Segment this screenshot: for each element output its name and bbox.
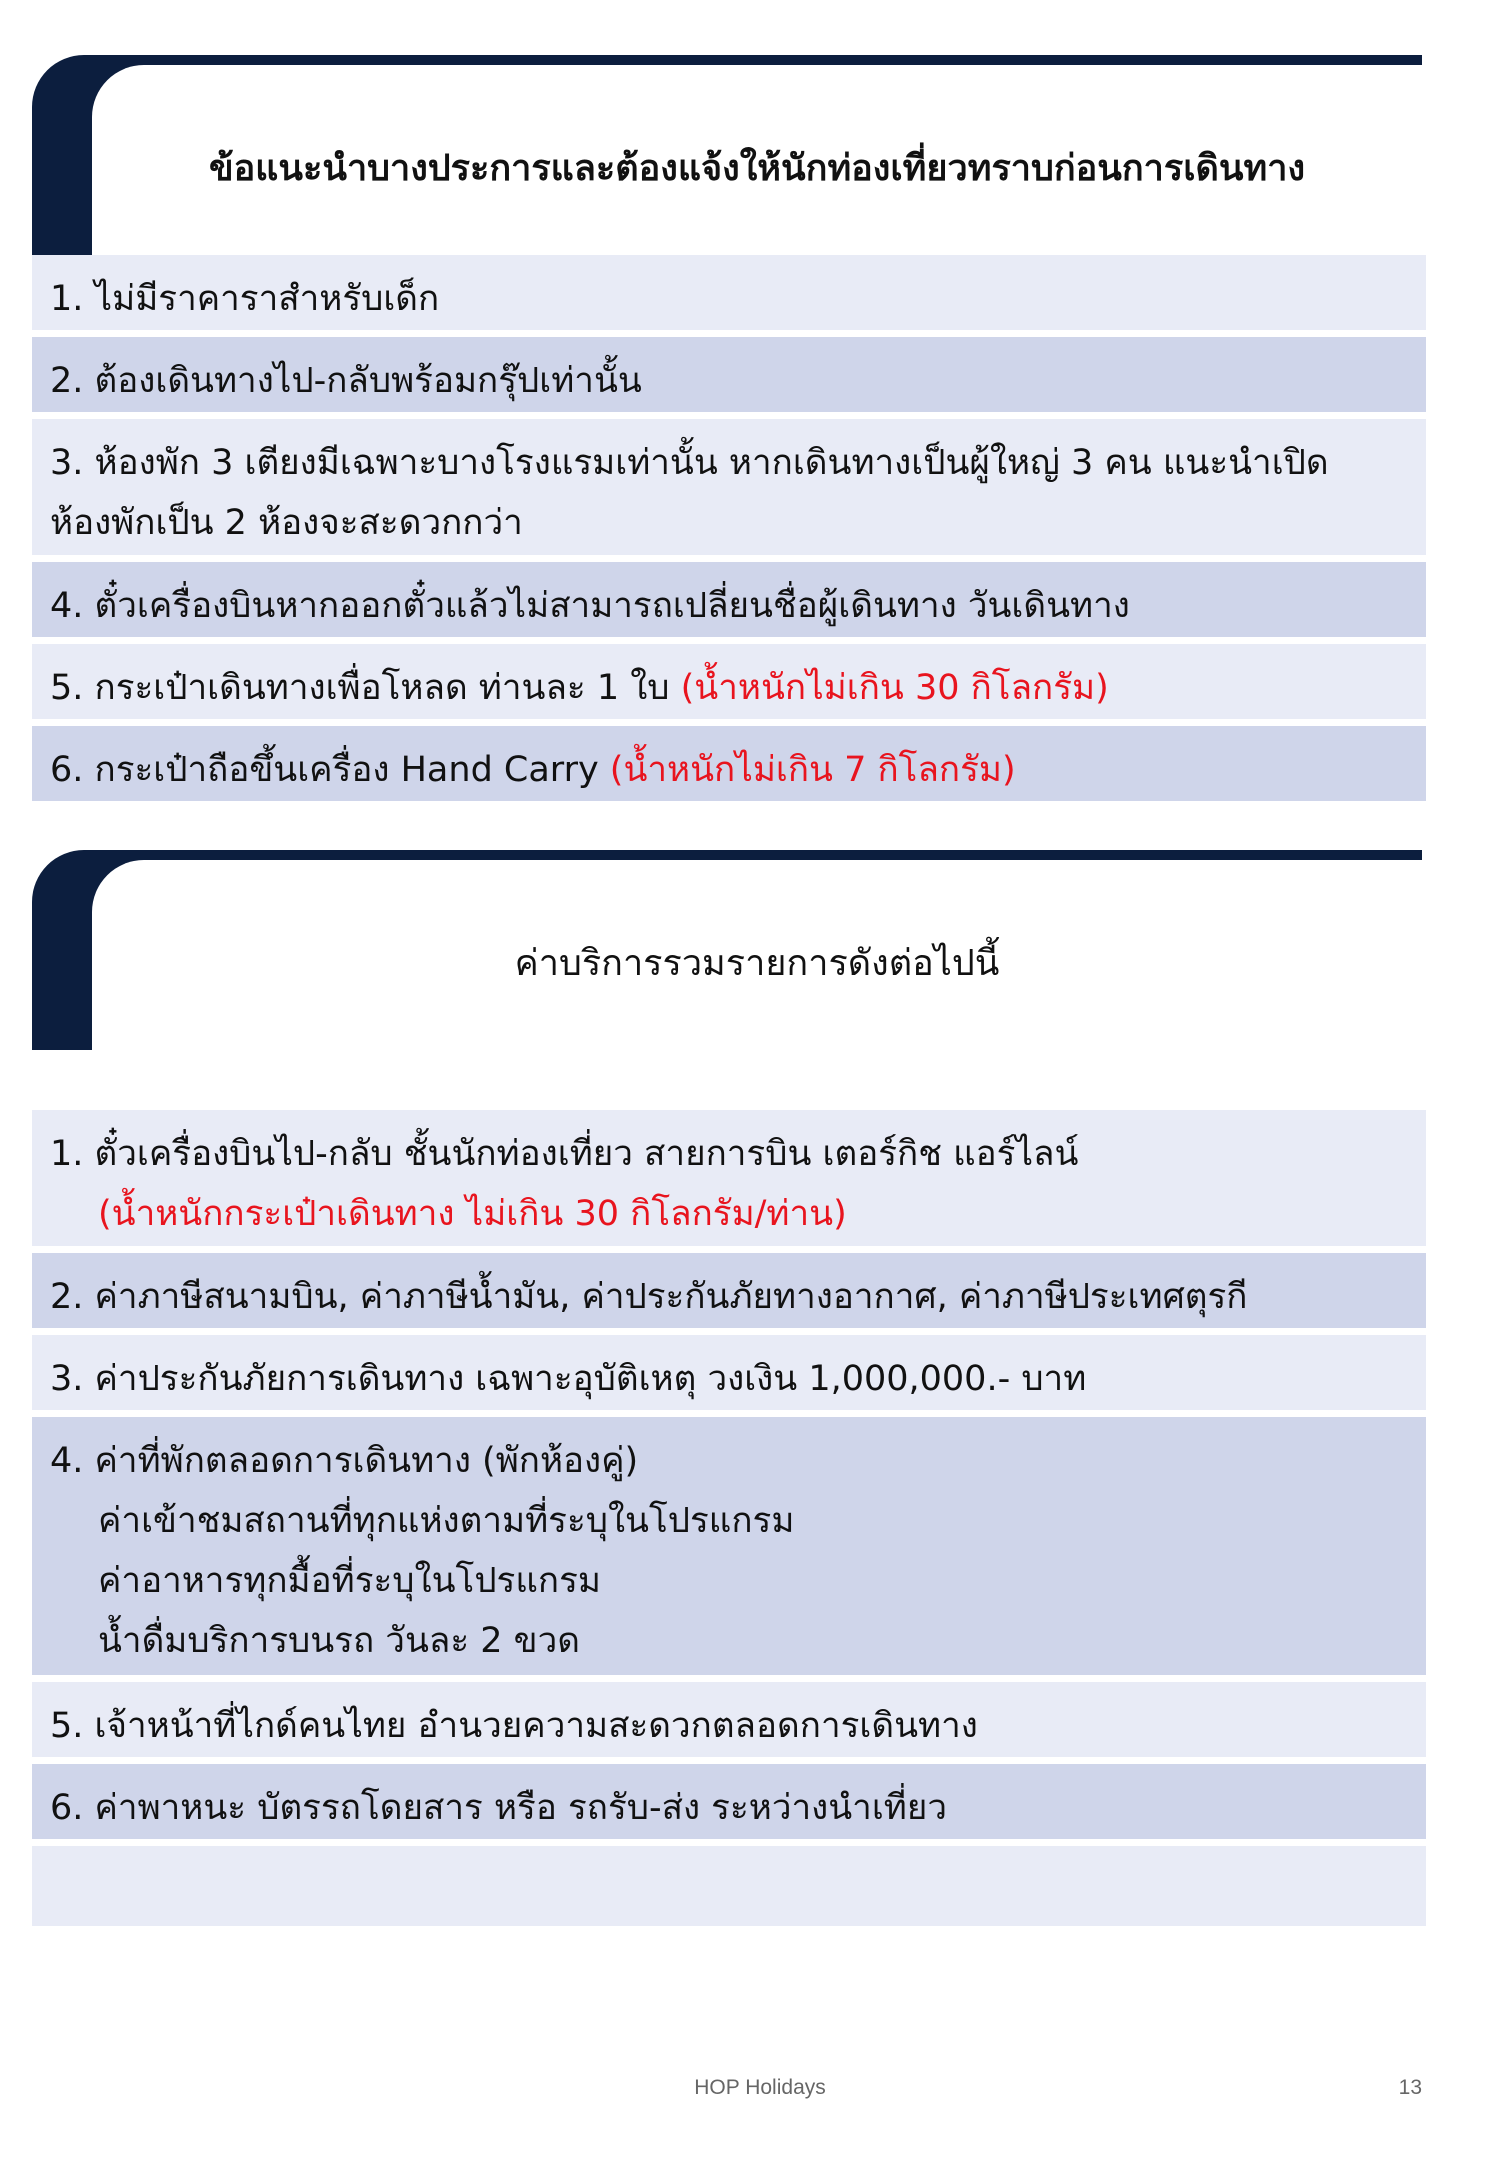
page-number: 13	[1398, 2076, 1422, 2099]
list-item	[32, 1417, 1426, 1682]
section1-header-panel	[92, 65, 1422, 255]
item-text: 5. กระเป๋าเดินทางเพื่อโหลด ท่านละ 1 ใบ	[50, 668, 681, 708]
item-text: 3. ห้องพัก 3 เตียงมีเฉพาะบางโรงแรมเท่านั้น หากเดินทางเป็นผู้ใหญ่ 3 คน แนะนำเปิด	[50, 443, 1329, 483]
list-item	[32, 255, 1426, 337]
list-item	[32, 1253, 1426, 1335]
list-item-empty	[32, 1846, 1426, 1926]
section2-header-panel	[92, 860, 1422, 1050]
list-item	[32, 419, 1426, 562]
footer-brand: HOP Holidays	[694, 2076, 826, 2099]
item-subline: ค่าเข้าชมสถานที่ทุกแห่งตามที่ระบุในโปรแกรม	[98, 1501, 795, 1541]
list-item	[32, 726, 1426, 808]
list-item	[32, 1764, 1426, 1846]
section1-title: ข้อแนะนำบางประการและต้องแจ้งให้นักท่องเที่ยวทราบก่อนการเดินทาง	[208, 148, 1306, 189]
item-text-line2: ห้องพักเป็น 2 ห้องจะสะดวกกว่า	[50, 503, 523, 543]
item-text: 4. ตั๋วเครื่องบินหากออกตั๋วแล้วไม่สามารถเปลี่ยนชื่อผู้เดินทาง วันเดินทาง	[50, 586, 1130, 626]
item-text: 1. ตั๋วเครื่องบินไป-กลับ ชั้นนักท่องเที่ยว สายการบิน เตอร์กิช แอร์ไลน์	[50, 1134, 1079, 1174]
item-text: 2. ต้องเดินทางไป-กลับพร้อมกรุ๊ปเท่านั้น	[50, 361, 642, 401]
item-text: 6. กระเป๋าถือขึ้นเครื่อง Hand Carry	[50, 750, 610, 790]
item-text: 1. ไม่มีราคาราสำหรับเด็ก	[50, 279, 440, 319]
item-highlight: (น้ำหนักไม่เกิน 30 กิโลกรัม)	[680, 668, 1109, 708]
section2-header	[32, 850, 1422, 1050]
item-highlight: (น้ำหนักไม่เกิน 7 กิโลกรัม)	[609, 750, 1016, 790]
list-item	[32, 337, 1426, 419]
item-text: 2. ค่าภาษีสนามบิน, ค่าภาษีน้ำมัน, ค่าประกันภัยทางอากาศ, ค่าภาษีประเทศตุรกี	[50, 1277, 1248, 1317]
section1-list	[32, 255, 1426, 808]
item-text: 3. ค่าประกันภัยการเดินทาง เฉพาะอุบัติเหตุ วงเงิน 1,000,000.- บาท	[50, 1359, 1087, 1399]
section2-title: ค่าบริการรวมรายการดังต่อไปนี้	[514, 943, 1000, 984]
item-subline: ค่าอาหารทุกมื้อที่ระบุในโปรแกรม	[98, 1561, 601, 1601]
section1-header	[32, 55, 1422, 255]
list-item	[32, 644, 1426, 726]
list-item	[32, 1682, 1426, 1764]
item-text: 6. ค่าพาหนะ บัตรรถโดยสาร หรือ รถรับ-ส่ง ระหว่างนำเที่ยว	[50, 1788, 948, 1828]
list-item	[32, 1335, 1426, 1417]
list-item	[32, 1110, 1426, 1253]
item-text: 4. ค่าที่พักตลอดการเดินทาง (พักห้องคู่)	[50, 1441, 639, 1481]
item-highlight: (น้ำหนักกระเป๋าเดินทาง ไม่เกิน 30 กิโลกรัม/ท่าน)	[98, 1194, 847, 1234]
item-text: 5. เจ้าหน้าที่ไกด์คนไทย อำนวยความสะดวกตลอดการเดินทาง	[50, 1706, 978, 1746]
list-item	[32, 562, 1426, 644]
section2-list	[32, 1110, 1426, 1926]
item-subline: น้ำดื่มบริการบนรถ วันละ 2 ขวด	[98, 1621, 580, 1661]
